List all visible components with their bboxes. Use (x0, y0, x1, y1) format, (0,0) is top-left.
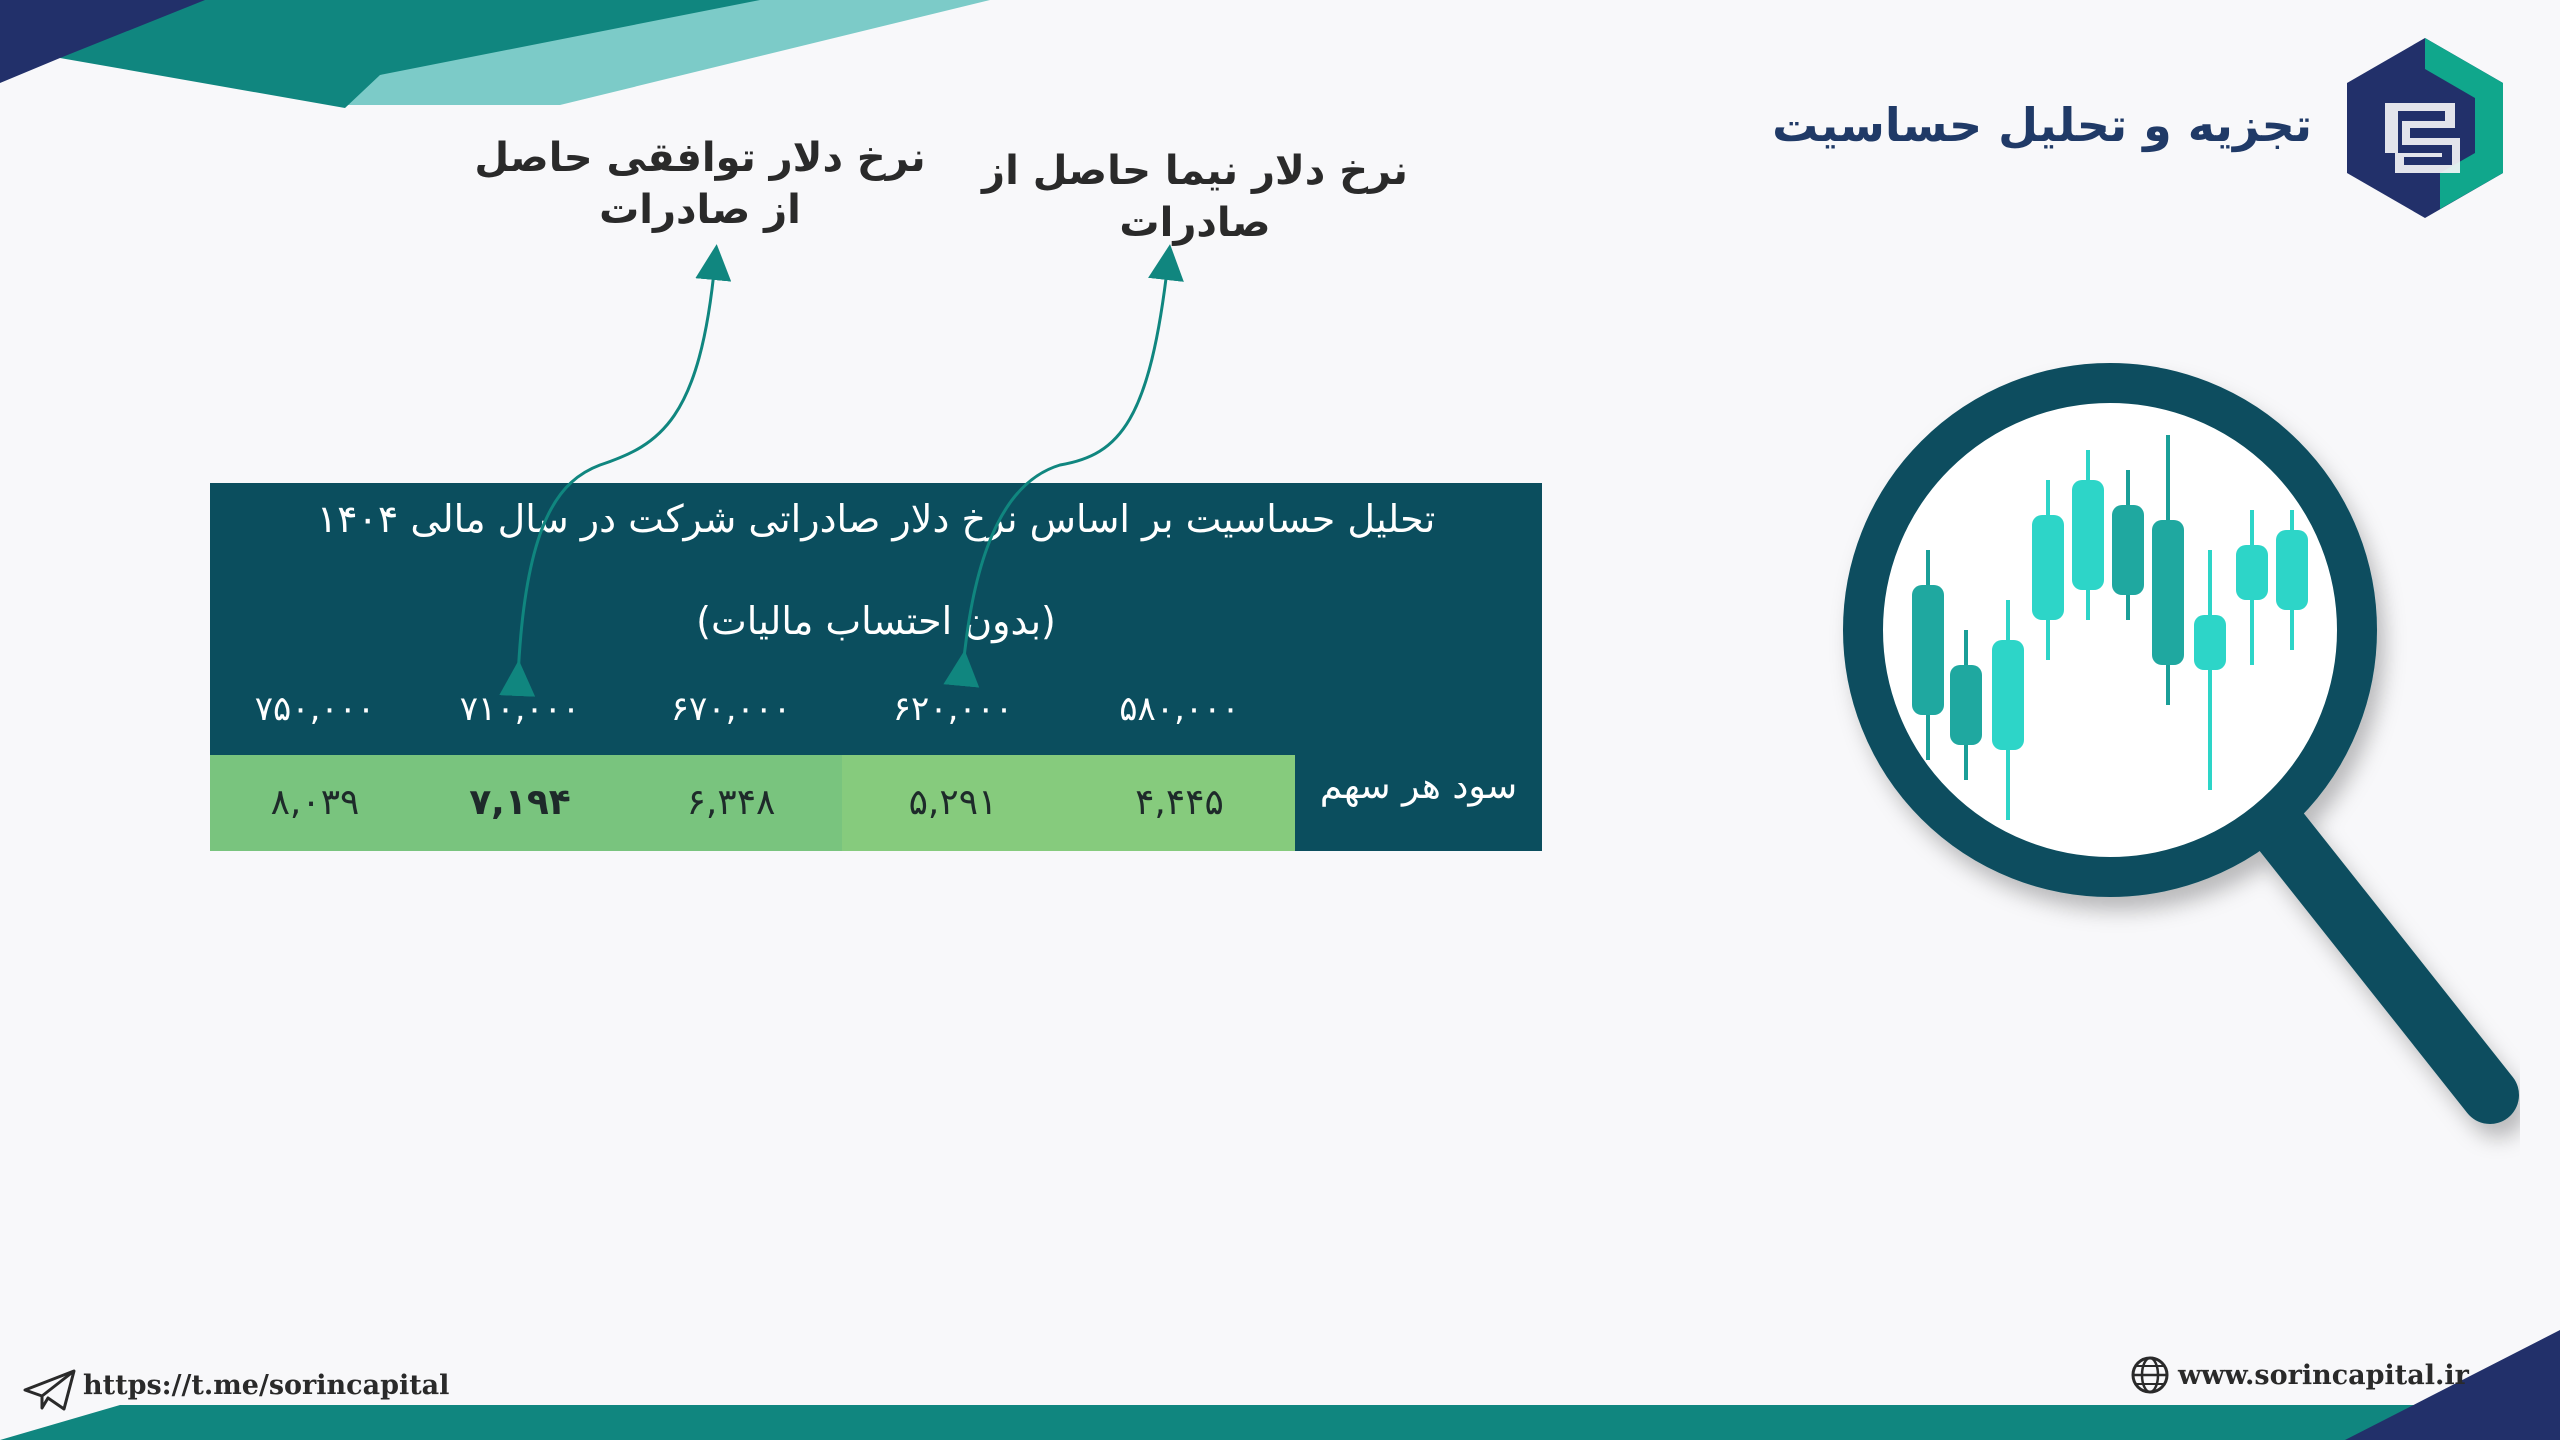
telegram-icon (22, 1368, 78, 1412)
telegram-link[interactable]: https://t.me/sorincapital (83, 1370, 450, 1401)
table-cell: ۶,۳۴۸ (620, 755, 842, 851)
page-title: تجزیه و تحلیل حساسیت (1772, 98, 2312, 152)
arrow-nima-rate (963, 262, 1168, 668)
globe-icon (2130, 1355, 2170, 1395)
row-label-eps: سود هر سهم (1319, 766, 1518, 807)
table-cell: ۴,۴۴۵ (1064, 755, 1295, 851)
table-cell: ۵,۲۹۱ (842, 755, 1064, 851)
column-header: ۶۲۰,۰۰۰ (892, 689, 1014, 729)
table-subtitle: (بدون احتساب مالیات) (696, 599, 1056, 643)
column-header: ۷۵۰,۰۰۰ (254, 689, 376, 729)
column-header: ۵۸۰,۰۰۰ (1119, 689, 1240, 729)
agreed-rate-callout: نرخ دلار توافقی حاصل از صادرات (474, 135, 926, 233)
nima-rate-callout: نرخ دلار نیما حاصل از صادرات (982, 148, 1408, 246)
table-cell-highlighted: ۷,۱۹۴ (420, 755, 620, 851)
column-header: ۶۷۰,۰۰۰ (670, 689, 792, 729)
column-header: ۷۱۰,۰۰۰ (459, 689, 581, 729)
table-cell: ۸,۰۳۹ (210, 755, 420, 851)
arrow-agreed-rate (518, 262, 715, 678)
magnifier-candlestick-icon (1820, 360, 2520, 1160)
table-title: تحلیل حساسیت بر اساس نرخ دلار صادراتی شرکت در سال مالی ۱۴۰۴ (316, 497, 1436, 541)
website-link[interactable]: www.sorincapital.ir (2178, 1360, 2469, 1391)
